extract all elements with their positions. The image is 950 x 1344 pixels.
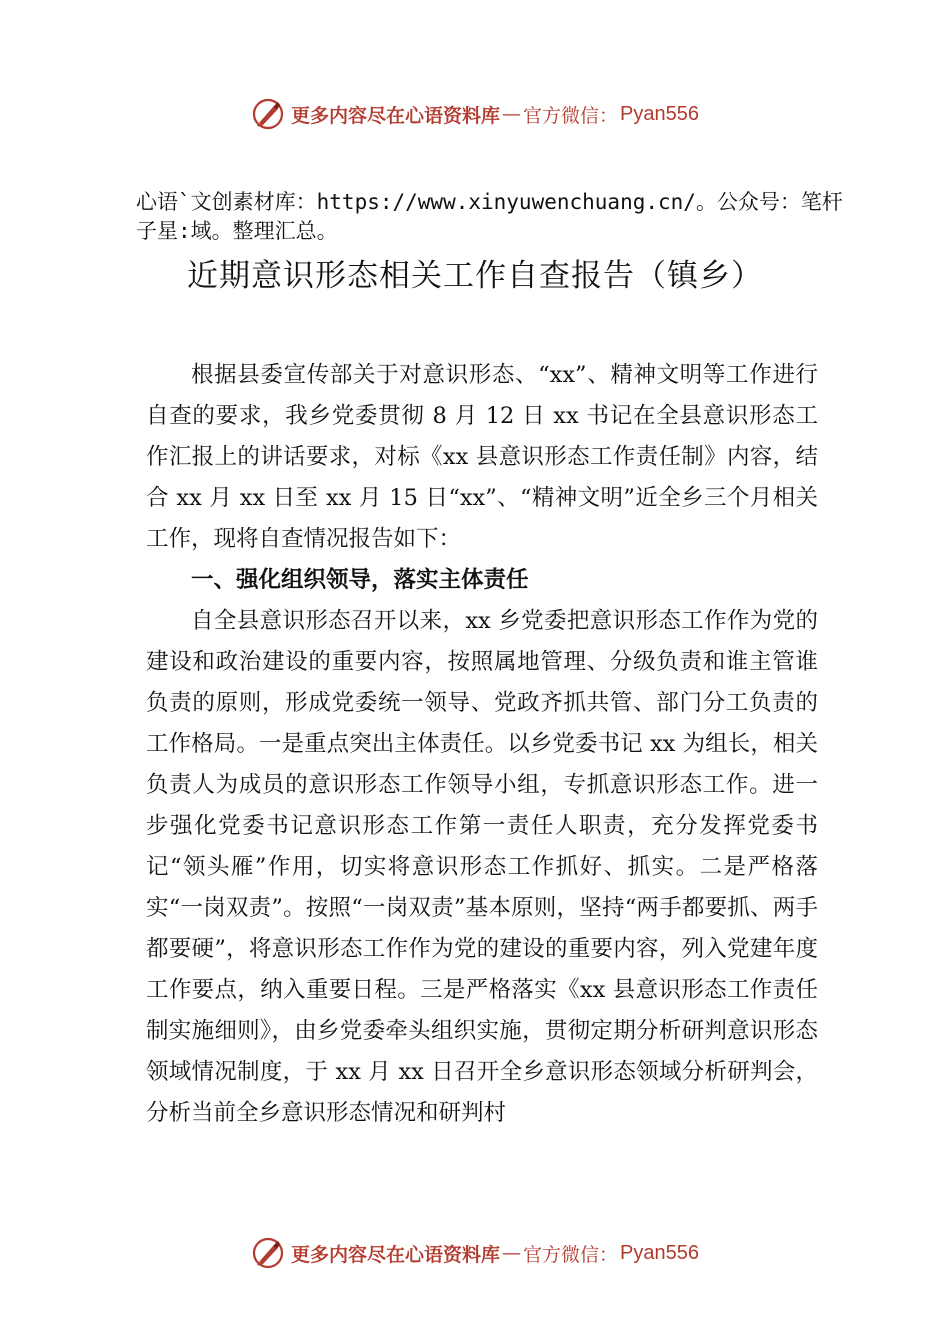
watermark-banner-top [0,94,950,134]
brush-logo-icon [251,1236,285,1270]
source-line: 心语`文创素材库：https://www.xinyuwenchuang.cn/。公众号：笔杆子星:域。整理汇总。 [136,190,843,243]
section-heading-1: 一、强化组织领导，落实主体责任 [191,567,529,593]
intro-paragraph: 根据县委宣传部关于对意识形态、“xx”、精神文明等工作进行自查的要求，我乡党委贯彻 8 月 12 日 xx 书记在全县意识形态工作汇报上的讲话要求，对标《xx 县意识形态工作责任制》内容，结合 xx 月 xx 日至 xx 月 15 日“xx”、“精神文明”近全乡三个月相关工作，现将自查情况报告如下： [146,362,818,552]
watermark-wechat-id: Pyan556 [620,1241,699,1264]
watermark-separator: — [502,1242,522,1264]
watermark-text: 更多内容尽在心语资料库 [291,1243,501,1266]
document-body [146,355,818,1134]
watermark-banner-bottom [0,1233,950,1273]
watermark-text: 更多内容尽在心语资料库 [291,104,501,127]
brush-logo-icon [251,97,285,131]
watermark-wechat-label: 官方微信： [523,104,619,127]
section-1-paragraph: 自全县意识形态召开以来，xx 乡党委把意识形态工作作为党的建设和政治建设的重要内容，按照属地管理、分级负责和谁主管谁负责的原则，形成党委统一领导、党政齐抓共管、部门分工负责的工作格局。一是重点突出主体责任。以乡党委书记 xx 为组长，相关负责人为成员的意识形态工作领导小组，专抓意识形态工作。进一步强化党委书记意识形态工作第一责任人职责，充分发挥党委书记“领头雁”作用，切实将意识形态工作抓好、抓实。二是严格落实“一岗双责”。按照“一岗双责”基本原则，坚持“两手都要抓、两手都要硬”，将意识形态工作作为党的建设的重要内容，列入党建年度工作要点，纳入重要日程。三是严格落实《xx 县意识形态工作责任制实施细则》，由乡党委牵头组织实施，贯彻定期分析研判意识形态领域情况制度，于 xx 月 xx 日召开全乡意识形态领域分析研判会，分析当前全乡意识形态情况和研判村 [146,608,818,1126]
watermark-separator: — [502,103,522,125]
document-title: 近期意识形态相关工作自查报告（镇乡） [187,258,763,294]
watermark-wechat-label: 官方微信： [523,1243,619,1266]
watermark-wechat-id: Pyan556 [620,102,699,125]
